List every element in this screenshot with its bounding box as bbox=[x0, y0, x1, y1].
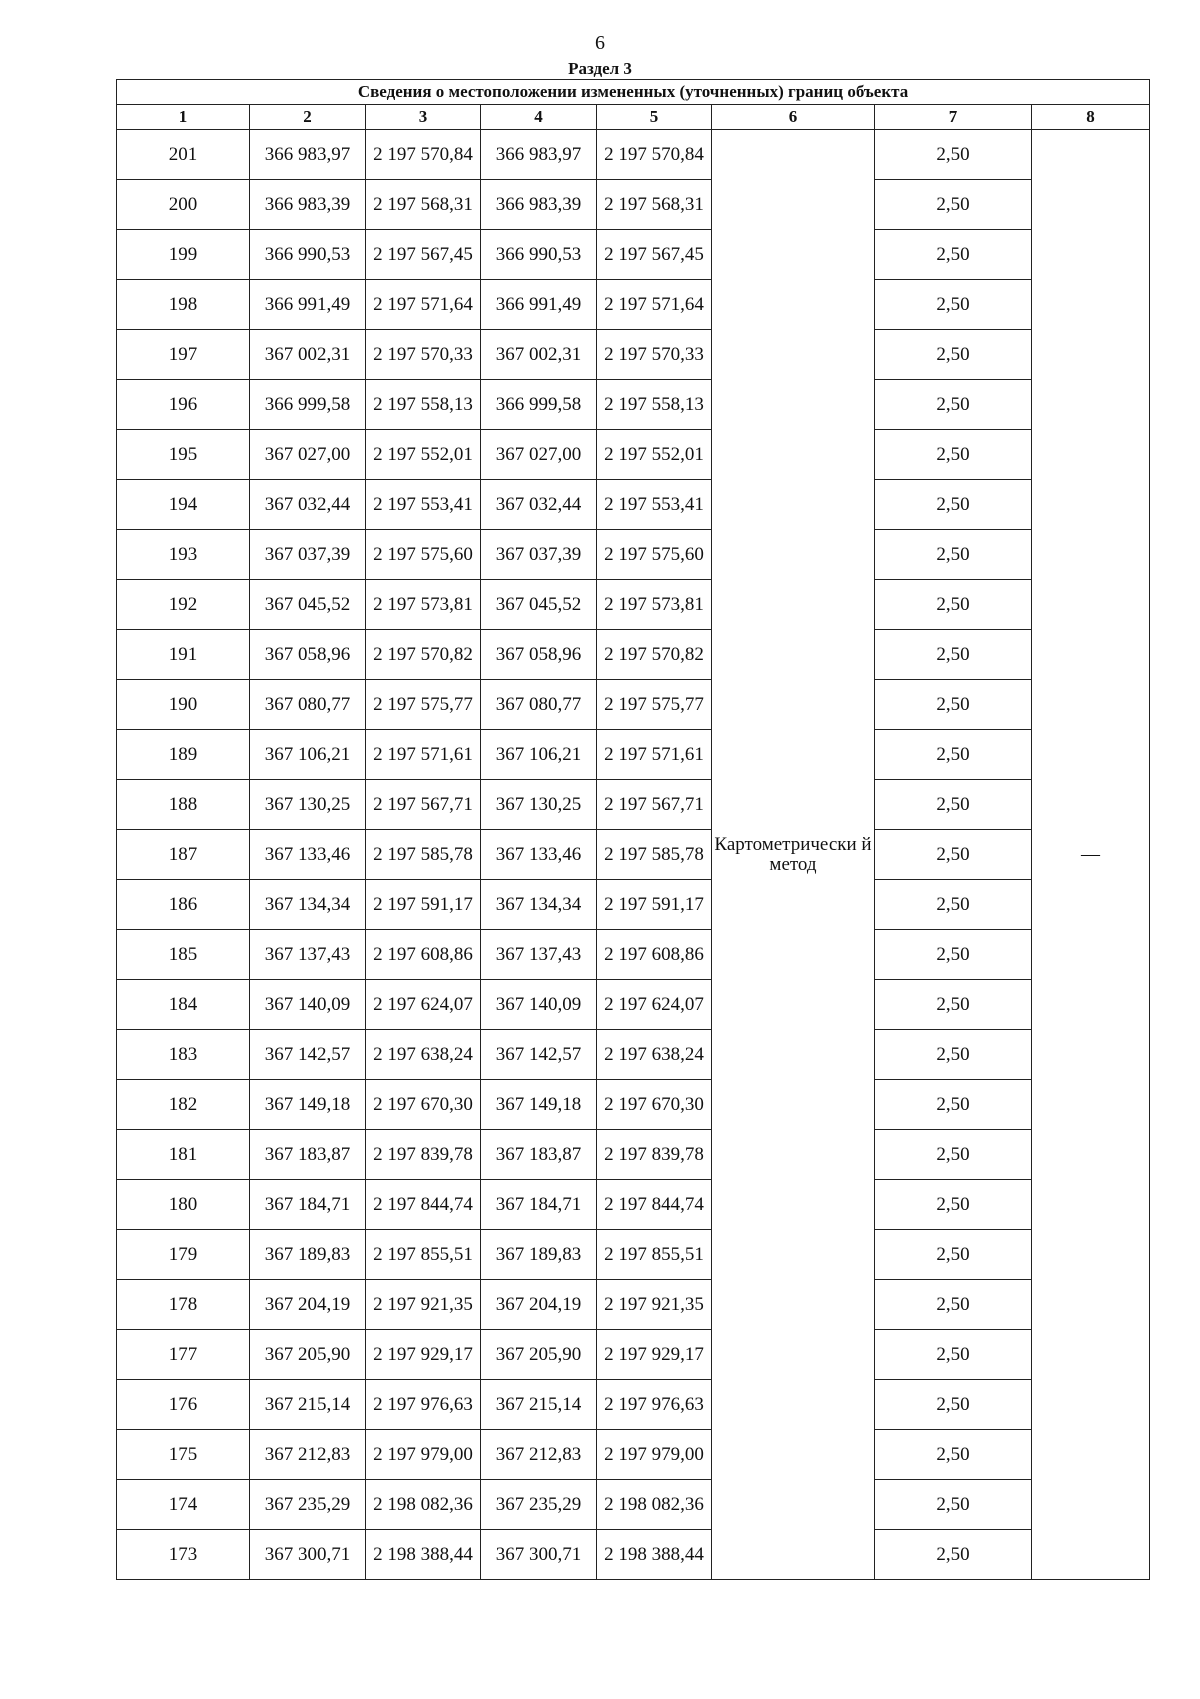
y-new-cell: 2 197 855,51 bbox=[597, 1230, 712, 1280]
column-header: 7 bbox=[875, 105, 1032, 130]
x-old-cell: 366 999,58 bbox=[250, 380, 366, 430]
y-old-cell: 2 198 388,44 bbox=[366, 1530, 481, 1580]
y-old-cell: 2 197 839,78 bbox=[366, 1130, 481, 1180]
y-old-cell: 2 197 844,74 bbox=[366, 1180, 481, 1230]
header-row bbox=[117, 105, 1150, 130]
y-new-cell: 2 197 929,17 bbox=[597, 1330, 712, 1380]
y-new-cell: 2 197 552,01 bbox=[597, 430, 712, 480]
accuracy-cell: 2,50 bbox=[875, 1080, 1032, 1130]
x-old-cell: 367 130,25 bbox=[250, 780, 366, 830]
y-old-cell: 2 197 591,17 bbox=[366, 880, 481, 930]
point-number-cell: 199 bbox=[117, 230, 250, 280]
accuracy-cell: 2,50 bbox=[875, 580, 1032, 630]
x-old-cell: 366 991,49 bbox=[250, 280, 366, 330]
column-header: 2 bbox=[250, 105, 366, 130]
x-new-cell: 367 045,52 bbox=[481, 580, 597, 630]
x-old-cell: 367 140,09 bbox=[250, 980, 366, 1030]
table-row bbox=[117, 980, 1150, 1030]
x-old-cell: 367 212,83 bbox=[250, 1430, 366, 1480]
x-new-cell: 367 130,25 bbox=[481, 780, 597, 830]
y-old-cell: 2 197 921,35 bbox=[366, 1280, 481, 1330]
y-new-cell: 2 197 570,82 bbox=[597, 630, 712, 680]
x-old-cell: 367 204,19 bbox=[250, 1280, 366, 1330]
x-new-cell: 367 133,46 bbox=[481, 830, 597, 880]
x-new-cell: 367 300,71 bbox=[481, 1530, 597, 1580]
table-row bbox=[117, 880, 1150, 930]
y-new-cell: 2 197 844,74 bbox=[597, 1180, 712, 1230]
x-old-cell: 367 032,44 bbox=[250, 480, 366, 530]
point-number-cell: 192 bbox=[117, 580, 250, 630]
point-number-cell: 177 bbox=[117, 1330, 250, 1380]
x-new-cell: 367 058,96 bbox=[481, 630, 597, 680]
x-old-cell: 367 137,43 bbox=[250, 930, 366, 980]
y-old-cell: 2 197 570,82 bbox=[366, 630, 481, 680]
table-row bbox=[117, 580, 1150, 630]
x-new-cell: 367 142,57 bbox=[481, 1030, 597, 1080]
y-new-cell: 2 197 921,35 bbox=[597, 1280, 712, 1330]
x-new-cell: 367 106,21 bbox=[481, 730, 597, 780]
table-row bbox=[117, 1130, 1150, 1180]
y-old-cell: 2 197 570,84 bbox=[366, 130, 481, 180]
table-row bbox=[117, 780, 1150, 830]
column-header: 4 bbox=[481, 105, 597, 130]
point-number-cell: 201 bbox=[117, 130, 250, 180]
accuracy-cell: 2,50 bbox=[875, 130, 1032, 180]
column-header: 5 bbox=[597, 105, 712, 130]
x-new-cell: 367 037,39 bbox=[481, 530, 597, 580]
point-number-cell: 189 bbox=[117, 730, 250, 780]
accuracy-cell: 2,50 bbox=[875, 1330, 1032, 1380]
y-old-cell: 2 197 567,45 bbox=[366, 230, 481, 280]
point-number-cell: 188 bbox=[117, 780, 250, 830]
table-row bbox=[117, 930, 1150, 980]
point-number-cell: 185 bbox=[117, 930, 250, 980]
y-old-cell: 2 197 558,13 bbox=[366, 380, 481, 430]
x-old-cell: 367 134,34 bbox=[250, 880, 366, 930]
point-number-cell: 183 bbox=[117, 1030, 250, 1080]
point-number-cell: 175 bbox=[117, 1430, 250, 1480]
x-new-cell: 367 080,77 bbox=[481, 680, 597, 730]
x-old-cell: 367 037,39 bbox=[250, 530, 366, 580]
table-row bbox=[117, 1380, 1150, 1430]
table-row bbox=[117, 1180, 1150, 1230]
x-new-cell: 367 149,18 bbox=[481, 1080, 597, 1130]
accuracy-cell: 2,50 bbox=[875, 280, 1032, 330]
table-row bbox=[117, 280, 1150, 330]
accuracy-cell: 2,50 bbox=[875, 1530, 1032, 1580]
y-new-cell: 2 197 571,64 bbox=[597, 280, 712, 330]
accuracy-cell: 2,50 bbox=[875, 680, 1032, 730]
y-old-cell: 2 198 082,36 bbox=[366, 1480, 481, 1530]
point-number-cell: 182 bbox=[117, 1080, 250, 1130]
table-row bbox=[117, 1330, 1150, 1380]
table-row bbox=[117, 1480, 1150, 1530]
x-old-cell: 366 983,97 bbox=[250, 130, 366, 180]
x-new-cell: 367 027,00 bbox=[481, 430, 597, 480]
accuracy-cell: 2,50 bbox=[875, 780, 1032, 830]
accuracy-cell: 2,50 bbox=[875, 1480, 1032, 1530]
x-new-cell: 367 235,29 bbox=[481, 1480, 597, 1530]
y-old-cell: 2 197 571,64 bbox=[366, 280, 481, 330]
accuracy-cell: 2,50 bbox=[875, 530, 1032, 580]
x-new-cell: 366 990,53 bbox=[481, 230, 597, 280]
point-number-cell: 180 bbox=[117, 1180, 250, 1230]
x-new-cell: 367 134,34 bbox=[481, 880, 597, 930]
point-number-cell: 187 bbox=[117, 830, 250, 880]
y-new-cell: 2 197 638,24 bbox=[597, 1030, 712, 1080]
accuracy-cell: 2,50 bbox=[875, 380, 1032, 430]
table-row bbox=[117, 1080, 1150, 1130]
table-row bbox=[117, 1280, 1150, 1330]
x-new-cell: 366 991,49 bbox=[481, 280, 597, 330]
accuracy-cell: 2,50 bbox=[875, 980, 1032, 1030]
x-new-cell: 366 983,97 bbox=[481, 130, 597, 180]
y-new-cell: 2 197 570,84 bbox=[597, 130, 712, 180]
x-old-cell: 367 106,21 bbox=[250, 730, 366, 780]
method-cell: Картометрически й метод bbox=[712, 130, 875, 1580]
x-old-cell: 367 235,29 bbox=[250, 1480, 366, 1530]
table-row bbox=[117, 1230, 1150, 1280]
x-new-cell: 367 002,31 bbox=[481, 330, 597, 380]
y-old-cell: 2 197 976,63 bbox=[366, 1380, 481, 1430]
y-new-cell: 2 198 388,44 bbox=[597, 1530, 712, 1580]
accuracy-cell: 2,50 bbox=[875, 1030, 1032, 1080]
x-old-cell: 367 183,87 bbox=[250, 1130, 366, 1180]
y-old-cell: 2 197 553,41 bbox=[366, 480, 481, 530]
table-row bbox=[117, 130, 1150, 180]
accuracy-cell: 2,50 bbox=[875, 430, 1032, 480]
y-new-cell: 2 197 624,07 bbox=[597, 980, 712, 1030]
y-new-cell: 2 197 573,81 bbox=[597, 580, 712, 630]
x-old-cell: 367 189,83 bbox=[250, 1230, 366, 1280]
x-new-cell: 367 184,71 bbox=[481, 1180, 597, 1230]
y-new-cell: 2 197 568,31 bbox=[597, 180, 712, 230]
point-number-cell: 178 bbox=[117, 1280, 250, 1330]
x-old-cell: 367 045,52 bbox=[250, 580, 366, 630]
y-new-cell: 2 197 567,45 bbox=[597, 230, 712, 280]
point-number-cell: 197 bbox=[117, 330, 250, 380]
x-new-cell: 367 183,87 bbox=[481, 1130, 597, 1180]
point-number-cell: 194 bbox=[117, 480, 250, 530]
y-old-cell: 2 197 573,81 bbox=[366, 580, 481, 630]
accuracy-cell: 2,50 bbox=[875, 1180, 1032, 1230]
accuracy-cell: 2,50 bbox=[875, 730, 1032, 780]
y-old-cell: 2 197 670,30 bbox=[366, 1080, 481, 1130]
table-row bbox=[117, 180, 1150, 230]
table-row bbox=[117, 830, 1150, 880]
y-new-cell: 2 198 082,36 bbox=[597, 1480, 712, 1530]
y-old-cell: 2 197 575,77 bbox=[366, 680, 481, 730]
point-number-cell: 174 bbox=[117, 1480, 250, 1530]
y-new-cell: 2 197 839,78 bbox=[597, 1130, 712, 1180]
table-row bbox=[117, 1530, 1150, 1580]
x-new-cell: 367 215,14 bbox=[481, 1380, 597, 1430]
x-old-cell: 366 990,53 bbox=[250, 230, 366, 280]
x-old-cell: 367 133,46 bbox=[250, 830, 366, 880]
table-row bbox=[117, 480, 1150, 530]
point-number-cell: 200 bbox=[117, 180, 250, 230]
x-new-cell: 367 212,83 bbox=[481, 1430, 597, 1480]
accuracy-cell: 2,50 bbox=[875, 230, 1032, 280]
y-new-cell: 2 197 670,30 bbox=[597, 1080, 712, 1130]
accuracy-cell: 2,50 bbox=[875, 930, 1032, 980]
y-old-cell: 2 197 571,61 bbox=[366, 730, 481, 780]
y-new-cell: 2 197 558,13 bbox=[597, 380, 712, 430]
y-old-cell: 2 197 624,07 bbox=[366, 980, 481, 1030]
point-number-cell: 173 bbox=[117, 1530, 250, 1580]
accuracy-cell: 2,50 bbox=[875, 830, 1032, 880]
point-number-cell: 186 bbox=[117, 880, 250, 930]
column-header: 3 bbox=[366, 105, 481, 130]
point-number-cell: 198 bbox=[117, 280, 250, 330]
point-number-cell: 181 bbox=[117, 1130, 250, 1180]
accuracy-cell: 2,50 bbox=[875, 180, 1032, 230]
y-old-cell: 2 197 585,78 bbox=[366, 830, 481, 880]
y-new-cell: 2 197 585,78 bbox=[597, 830, 712, 880]
point-number-cell: 184 bbox=[117, 980, 250, 1030]
y-new-cell: 2 197 567,71 bbox=[597, 780, 712, 830]
x-new-cell: 366 983,39 bbox=[481, 180, 597, 230]
x-new-cell: 367 204,19 bbox=[481, 1280, 597, 1330]
table-row bbox=[117, 380, 1150, 430]
y-new-cell: 2 197 570,33 bbox=[597, 330, 712, 380]
point-number-cell: 179 bbox=[117, 1230, 250, 1280]
table-row bbox=[117, 730, 1150, 780]
accuracy-cell: 2,50 bbox=[875, 1280, 1032, 1330]
x-old-cell: 367 215,14 bbox=[250, 1380, 366, 1430]
x-old-cell: 366 983,39 bbox=[250, 180, 366, 230]
column-header: 1 bbox=[117, 105, 250, 130]
y-old-cell: 2 197 608,86 bbox=[366, 930, 481, 980]
page-number: 6 bbox=[595, 32, 605, 54]
x-old-cell: 367 149,18 bbox=[250, 1080, 366, 1130]
y-new-cell: 2 197 591,17 bbox=[597, 880, 712, 930]
column-header: 8 bbox=[1032, 105, 1150, 130]
accuracy-cell: 2,50 bbox=[875, 1430, 1032, 1480]
x-old-cell: 367 142,57 bbox=[250, 1030, 366, 1080]
y-new-cell: 2 197 976,63 bbox=[597, 1380, 712, 1430]
y-new-cell: 2 197 608,86 bbox=[597, 930, 712, 980]
x-new-cell: 367 140,09 bbox=[481, 980, 597, 1030]
accuracy-cell: 2,50 bbox=[875, 880, 1032, 930]
accuracy-cell: 2,50 bbox=[875, 330, 1032, 380]
y-new-cell: 2 197 575,77 bbox=[597, 680, 712, 730]
section-title: Раздел 3 bbox=[568, 59, 632, 78]
y-old-cell: 2 197 855,51 bbox=[366, 1230, 481, 1280]
x-new-cell: 367 032,44 bbox=[481, 480, 597, 530]
x-new-cell: 367 189,83 bbox=[481, 1230, 597, 1280]
point-number-cell: 190 bbox=[117, 680, 250, 730]
accuracy-cell: 2,50 bbox=[875, 1380, 1032, 1430]
table-row bbox=[117, 230, 1150, 280]
y-new-cell: 2 197 979,00 bbox=[597, 1430, 712, 1480]
point-number-cell: 191 bbox=[117, 630, 250, 680]
x-new-cell: 367 205,90 bbox=[481, 1330, 597, 1380]
y-old-cell: 2 197 570,33 bbox=[366, 330, 481, 380]
coordinates-table bbox=[116, 79, 1150, 1580]
y-old-cell: 2 197 929,17 bbox=[366, 1330, 481, 1380]
table-caption: Сведения о местоположении измененных (уточненных) границ объекта bbox=[117, 80, 1150, 105]
y-new-cell: 2 197 571,61 bbox=[597, 730, 712, 780]
note-cell: — bbox=[1032, 130, 1150, 1580]
accuracy-cell: 2,50 bbox=[875, 1230, 1032, 1280]
y-new-cell: 2 197 575,60 bbox=[597, 530, 712, 580]
x-old-cell: 367 058,96 bbox=[250, 630, 366, 680]
point-number-cell: 195 bbox=[117, 430, 250, 480]
y-old-cell: 2 197 567,71 bbox=[366, 780, 481, 830]
x-old-cell: 367 184,71 bbox=[250, 1180, 366, 1230]
x-old-cell: 367 027,00 bbox=[250, 430, 366, 480]
y-old-cell: 2 197 568,31 bbox=[366, 180, 481, 230]
x-old-cell: 367 080,77 bbox=[250, 680, 366, 730]
table-row bbox=[117, 1030, 1150, 1080]
table-row bbox=[117, 330, 1150, 380]
table-row bbox=[117, 530, 1150, 580]
y-new-cell: 2 197 553,41 bbox=[597, 480, 712, 530]
point-number-cell: 176 bbox=[117, 1380, 250, 1430]
accuracy-cell: 2,50 bbox=[875, 1130, 1032, 1180]
y-old-cell: 2 197 552,01 bbox=[366, 430, 481, 480]
point-number-cell: 193 bbox=[117, 530, 250, 580]
x-new-cell: 366 999,58 bbox=[481, 380, 597, 430]
accuracy-cell: 2,50 bbox=[875, 480, 1032, 530]
x-old-cell: 367 205,90 bbox=[250, 1330, 366, 1380]
y-old-cell: 2 197 638,24 bbox=[366, 1030, 481, 1080]
x-new-cell: 367 137,43 bbox=[481, 930, 597, 980]
accuracy-cell: 2,50 bbox=[875, 630, 1032, 680]
x-old-cell: 367 300,71 bbox=[250, 1530, 366, 1580]
table-row bbox=[117, 680, 1150, 730]
table-row bbox=[117, 1430, 1150, 1480]
point-number-cell: 196 bbox=[117, 380, 250, 430]
y-old-cell: 2 197 979,00 bbox=[366, 1430, 481, 1480]
table-row bbox=[117, 430, 1150, 480]
column-header: 6 bbox=[712, 105, 875, 130]
x-old-cell: 367 002,31 bbox=[250, 330, 366, 380]
y-old-cell: 2 197 575,60 bbox=[366, 530, 481, 580]
table-row bbox=[117, 630, 1150, 680]
